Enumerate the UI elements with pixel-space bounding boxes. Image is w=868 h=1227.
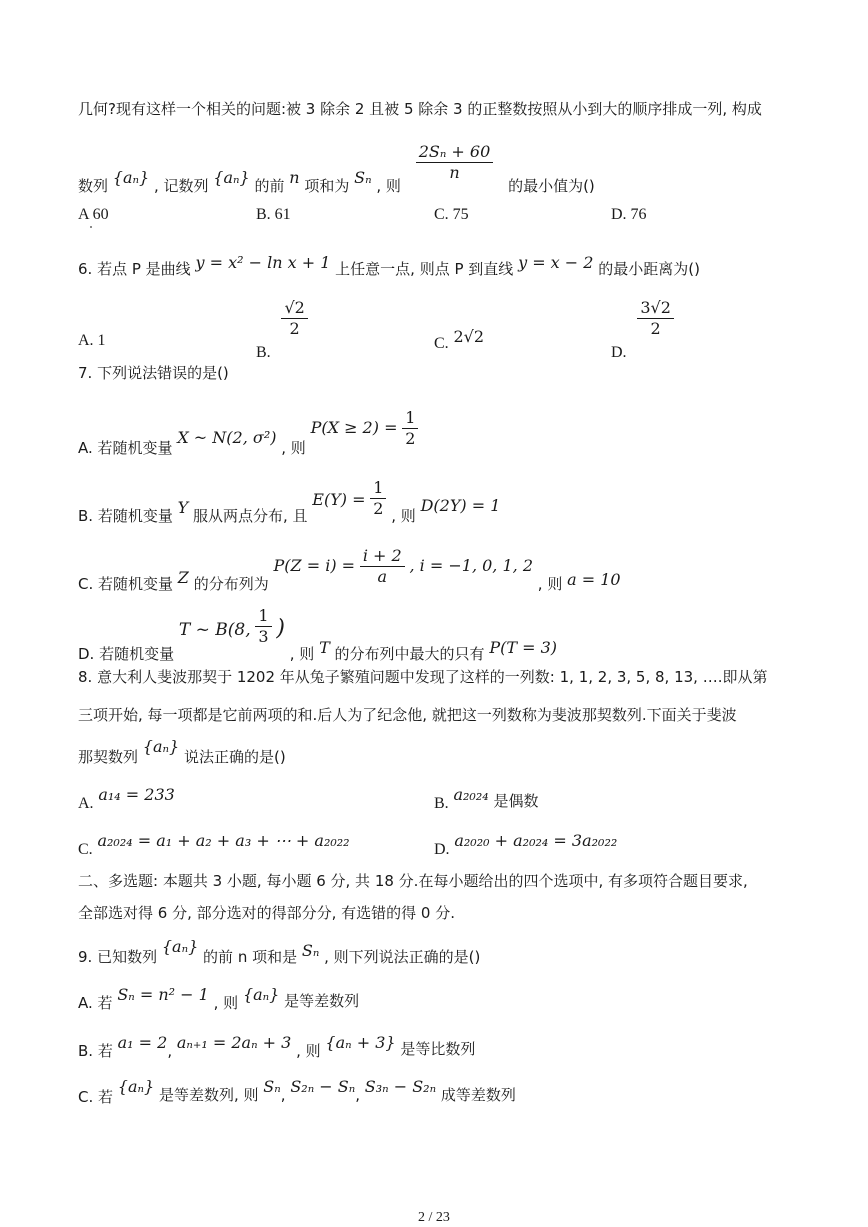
q5-option-a: A 60 (78, 206, 109, 223)
q6-option-a: A. 1 (78, 332, 106, 349)
q5-line2: 数列 {aₙ} , 记数列 {aₙ} 的前 n 项和为 Sₙ , 则 $\frac{\text{2Sₙ + 60}}{n}$ 的最小值为() (78, 142, 595, 195)
section2-line1: 二、多选题: 本题共 3 小题, 每小题 6 分, 共 18 分.在每小题给出的四个选项中, 有多项符合题目要求, (78, 872, 748, 890)
q5-line1: 几何?现有这样一个相关的问题:被 3 除余 2 且被 5 除余 3 的正整数按照从小到大的顺序排成一列, 构成 (78, 100, 762, 118)
q6-option-d: D. $\frac{3√2}{2}$ (611, 298, 674, 339)
q5-option-b: B. 61 (256, 206, 291, 223)
q6-option-c: C. 2√2 (434, 327, 485, 352)
q8-option-c: C. a₂₀₂₄ = a₁ + a₂ + a₃ + ⋯ + a₂₀₂₂ (78, 831, 350, 858)
section2-line2: 全部选对得 6 分, 部分选对的得部分分, 有选错的得 0 分. (78, 904, 456, 922)
q7-option-b: B. 若随机变量 Y 服从两点分布, 且 E(Y) = $\frac{1}{2}$ , 则 D(2Y) = 1 (78, 478, 501, 525)
q7-option-c: C. 若随机变量 Z 的分布列为 P(Z = i) = $\frac{i + 2}{a}$ , i = −1, 0, 1, 2 , 则 a = 10 (78, 546, 621, 593)
q8-option-b: B. a₂₀₂₄ 是偶数 (434, 785, 539, 812)
page-number: 2 / 23 (418, 1210, 450, 1225)
q7-option-a: A. 若随机变量 X ~ N(2, σ²) , 则 P(X ≥ 2) = $\frac{1}{2}$ (78, 400, 828, 450)
q9-option-c: C. 若 {aₙ} 是等差数列, 则 Sₙ, S₂ₙ − Sₙ, S₃ₙ − S₂ₙ 成等差数列 (78, 1077, 516, 1106)
q5-fraction: $\frac{\text{2Sₙ + 60}}{n}$ (416, 142, 494, 183)
q8-option-a: A. a₁₄ = 233 (78, 785, 175, 812)
q7-option-d: D. 若随机变量 T ~ B(8, $\frac{1}{3}$ ) , 则 T 的分布列中最大的只有 P(T = 3) (78, 606, 558, 663)
q8-line1: 8. 意大利人斐波那契于 1202 年从兔子繁殖问题中发现了这样的一列数: 1, 1, 2, 3, 5, 8, 13, ….即从第 (78, 668, 768, 686)
q7-stem: 7. 下列说法错误的是() (78, 364, 229, 382)
q8-line2: 三项开始, 每一项都是它前两项的和.后人为了纪念他, 就把这一列数称为斐波那契数列.下面关于斐波 (78, 706, 737, 724)
q6-option-b: B. $\frac{√2}{2}$ (256, 298, 308, 339)
q5-option-c: C. 75 (434, 206, 469, 223)
q5-option-d: D. 76 (611, 206, 647, 223)
sequence-symbol: {aₙ} (112, 168, 150, 187)
q9-stem: 9. 已知数列 {aₙ} 的前 n 项和是 Sₙ , 则下列说法正确的是() (78, 937, 481, 966)
stray-dot (90, 226, 92, 228)
q8-option-d: D. a₂₀₂₀ + a₂₀₂₄ = 3a₂₀₂₂ (434, 831, 618, 858)
q9-option-a: A. 若 Sₙ = n² − 1 , 则 {aₙ} 是等差数列 (78, 985, 360, 1012)
q6-stem: 6. 若点 P 是曲线 y = x² − ln x + 1 上任意一点, 则点 P 到直线 y = x − 2 的最小距离为() (78, 253, 700, 278)
q8-line3: 那契数列 {aₙ} 说法正确的是() (78, 737, 286, 766)
q9-option-b: B. 若 a₁ = 2, aₙ₊₁ = 2aₙ + 3 , 则 {aₙ + 3} 是等比数列 (78, 1033, 476, 1060)
